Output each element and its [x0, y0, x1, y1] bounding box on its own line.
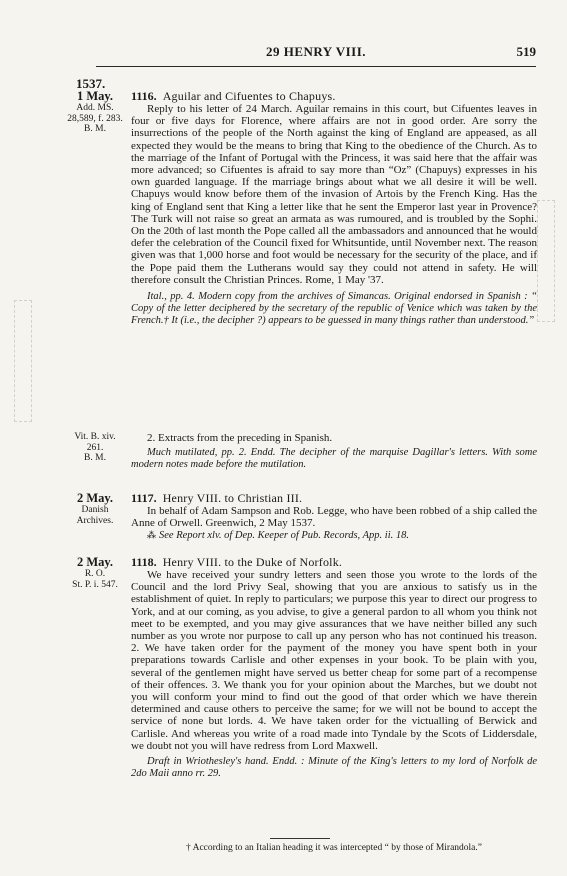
entry-title: Aguilar and Cifuentes to Chapuys.: [162, 89, 336, 103]
library-stamp: [14, 300, 32, 422]
entry-heading: [131, 89, 537, 103]
entry-number: 1116.: [131, 89, 157, 103]
footnote-rule: [270, 838, 330, 839]
margin-ref: Archives.: [76, 515, 114, 526]
entry-margin: [64, 555, 126, 590]
entry-title: Henry VIII. to the Duke of Norfolk.: [162, 555, 343, 569]
entry-note: Draft in Wriothesley's hand. Endd. : Minute of the King's letters to my lord of Norfolk de 2do Maii anno rr. 29.: [131, 756, 537, 780]
margin-date: 2 May.: [76, 555, 114, 569]
entry-note: Ital., pp. 4. Modern copy from the archives of Simancas. Original endorsed in Spanish : “ Copy of the letter deciphered by the secretary of the republic of Venice which was taken by the French.† It (i.e., the decipher ?) appears to be guessed in many things rather than understood.”: [131, 291, 537, 327]
sub-note: Much mutilated, pp. 2. Endd. The decipher of the marquise Dagillar's letters. With some modern notes made before the mutilation.: [131, 447, 537, 471]
running-header: [96, 44, 536, 67]
margin-ref: Danish: [81, 505, 109, 515]
entry-1116: [131, 89, 537, 327]
margin-ref: St. P. i. 547.: [72, 579, 118, 590]
sub-margin: [64, 432, 126, 464]
margin-date: 1 May.: [76, 89, 114, 103]
margin-ref: B. M.: [84, 124, 106, 134]
entry-body: Reply to his letter of 24 March. Aguilar remains in this court, but Cifuentes leaves in four or five days for Florence, where affairs are not in good order. Are sorry the insurrections of the people of the North against the king of England are appeased, as all expected they would be the means to bring that King to the obedience of the Church. As to the marriage of the Infant of Portugal with the Princess, it was said here that the affair was more advanced; so Cifuentes is afraid to say more than “Oz” (Chapuys) expresses in his own guarded language. If the marriage brings about what we all desire it will be well. Chapuys would know before them of the invasion of Artois by the French King. Has the king of England sent that King a letter like that he sent the Emperor last year in Provence? The Turk will not raise so great an armata as was rumoured, and is troubled by the Sophi. On the 20th of last month the Pope called all the ambassadors and announced that he would defer the celebration of the Council fixed for Whitsuntide, until November next. The reason given was that 1,000 horse and foot would be necessary for the security of the place, and if the Pope paid them the Lutherans would say they could not attend in safety. He will therefore consult the Christian Princes. Rome, 1 May '37.: [131, 103, 537, 286]
margin-ref: 261.: [86, 442, 104, 453]
footnote: † According to an Italian heading it was intercepted “ by those of Mirandola.”: [186, 843, 482, 853]
entry-1118: [131, 555, 537, 780]
entry-body: In behalf of Adam Sampson and Rob. Legge, who have been robbed of a ship called the Anne of Orwell. Greenwich, 2 May 1537.: [131, 505, 537, 530]
entry-heading: [131, 491, 537, 505]
entry-1116-item-2: [131, 432, 537, 471]
entry-number: 1118.: [131, 555, 157, 569]
entry-margin: [64, 89, 126, 135]
entry-note-line: [131, 529, 537, 542]
year-label: 1537.: [76, 76, 106, 91]
margin-ref: R. O.: [84, 569, 106, 579]
library-stamp: [537, 200, 555, 322]
margin-ref: B. M.: [84, 453, 106, 463]
entry-body: We have received your sundry letters and seen those you wrote to the lords of the Council and the lord Privy Seal, showing that you are anxious to satisfy us in the establishment of quiet. In reply to particulars; we purpose this year to direct our progress to York, and at our coming, as you advise, to give a general pardon to all whom you think not meet to be exempted, and you may give assurances that we have neither billed any such number as you wrote nor purpose to call up any person who has not continued his treason. 2. We have taken order for the payment of the money you have spent both in your preparations towards Carlisle and other expenses in your book. To be plain with you, several of the gentlemen might have served us better cheap for some part of a recompense of their offences. 3. We thank you for your opinion about the Marches, but we doubt not you will conform your mind to find out the good of that order which we have therein determined and cause others to perceive the same; for we will not be bound to accept the service of none but lords. 4. We have taken order for the victualling of Berwick and Carlisle. And whereas you write of a road made into Tyndale by the Scots of Liddersdale, we doubt not you will have redress from Lord Maxwell.: [131, 569, 537, 752]
asterism-icon: ⁂: [147, 530, 156, 541]
entry-title: Henry VIII. to Christian III.: [162, 491, 303, 505]
entry-note: See Report xlv. of Dep. Keeper of Pub. Records, App. ii. 18.: [159, 530, 409, 542]
entry-number: 1117.: [131, 491, 157, 505]
margin-ref: Vit. B. xiv.: [74, 432, 116, 442]
margin-date: 2 May.: [76, 491, 114, 505]
header-title: 29 HENRY VIII.: [265, 44, 367, 59]
page-number: 519: [516, 44, 536, 59]
entry-1117: [131, 491, 537, 542]
entry-margin: [64, 491, 126, 526]
entry-heading: [131, 555, 537, 569]
sub-item: 2. Extracts from the preceding in Spanish.: [147, 432, 333, 444]
margin-ref: 28,589, f. 283.: [67, 113, 123, 124]
margin-ref: Add. MS.: [76, 103, 114, 113]
